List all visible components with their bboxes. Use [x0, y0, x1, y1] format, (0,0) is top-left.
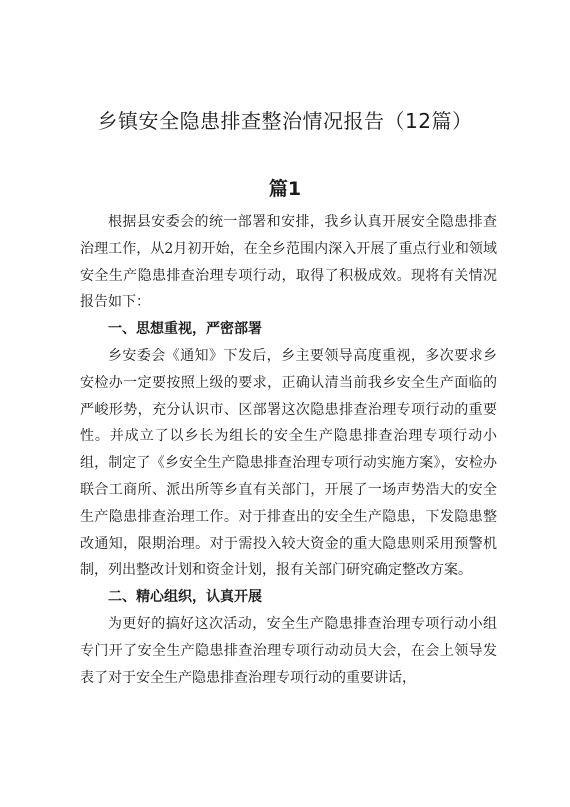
paragraph-2: 为更好的搞好这次活动，安全生产隐患排查治理专项行动小组专门开了安全生产隐患排查治理专项行动动员大会，在会上领导发表了对于安全生产隐患排查治理专项行动的重要讲话，: [80, 615, 497, 686]
document-title: 乡镇安全隐患排查整治情况报告（12篇）: [97, 109, 473, 133]
intro-paragraph: 根据县安委会的统一部署和安排，我乡认真开展安全隐患排查治理工作，从2月初开始，在全乡范围内深入开展了重点行业和领域安全生产隐患排查治理专项行动，取得了积极成效。现将有关情况报告如下：: [80, 214, 497, 311]
heading-1: 一、思想重视，严密部署: [108, 321, 262, 338]
heading-2: 二、精心组织，认真开展: [108, 589, 262, 606]
paragraph-1: 乡安委会《通知》下发后，乡主要领导高度重视，多次要求乡安检办一定要按照上级的要求，正确认清当前我乡安全生产面临的严峻形势，充分认识市、区部署这次隐患排查治理专项行动的重要性。并成立了以乡长为组长的安全生产隐患排查治理专项行动小组，制定了《乡安全生产隐患排查治理专项行动实施方案》，安检办联合工商所、派出所等乡直有关部门，开展了一场声势浩大的安全生产隐患排查治理工作。对于排查出的安全生产隐患，下发隐患整改通知，限期治理。对于需投入较大资金的重大隐患则采用预警机制，列出整改计划和资金计划，报有关部门研究确定整改方案。: [80, 347, 497, 579]
section-title: 篇1: [268, 178, 302, 200]
document-body: [80, 209, 497, 691]
